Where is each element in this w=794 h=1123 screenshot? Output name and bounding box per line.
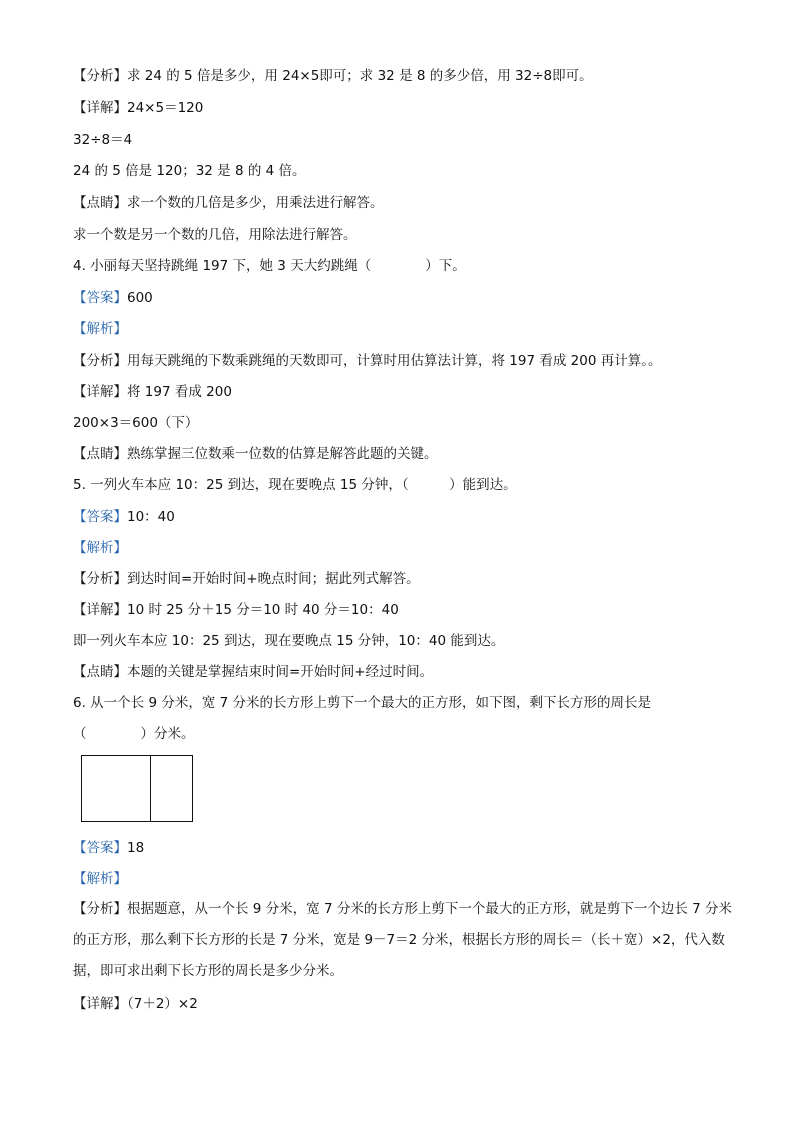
analysis-paragraph: 【分析】根据题意，从一个长 9 分米，宽 7 分米的长方形上剪下一个最大的正方形，就是剪下一个边长 7 分米的正方形，那么剩下长方形的长是 7 分米，宽是 9－7＝2 分米，根据长方形的周长＝（长＋宽）×2，代入数据，即可求出剩下长方形的周长是多少分米。 bbox=[73, 901, 733, 979]
text-line: 【点睛】求一个数的几倍是多少，用乘法进行解答。 bbox=[73, 195, 384, 211]
analysis-heading: 【解析】 bbox=[73, 540, 127, 556]
text-line: 24 的 5 倍是 120；32 是 8 的 4 倍。 bbox=[73, 163, 306, 179]
answer-line: 【答案】18 bbox=[73, 840, 145, 856]
text-line: 32÷8＝4 bbox=[73, 132, 133, 148]
text-line: 【详解】10 时 25 分＋15 分＝10 时 40 分＝10：40 bbox=[73, 602, 399, 618]
text-line: 【分析】到达时间=开始时间+晚点时间；据此列式解答。 bbox=[73, 571, 420, 587]
text-line: 【点睛】熟练掌握三位数乘一位数的估算是解答此题的关键。 bbox=[73, 446, 438, 462]
question-4: 4. 小丽每天坚持跳绳 197 下，她 3 天大约跳绳（ ）下。 bbox=[73, 258, 466, 274]
analysis-heading: 【解析】 bbox=[73, 871, 127, 887]
question-6: 6. 从一个长 9 分米，宽 7 分米的长方形上剪下一个最大的正方形，如下图，剩下长方形的周长是 bbox=[73, 695, 652, 711]
question-6-continuation: （ ）分米。 bbox=[73, 726, 195, 742]
text-line: 【分析】用每天跳绳的下数乘跳绳的天数即可，计算时用估算法计算，将 197 看成 200 再计算。。 bbox=[73, 353, 662, 369]
detail-line: 【详解】（7＋2）×2 bbox=[73, 996, 198, 1012]
text-line: 【详解】24×5＝120 bbox=[73, 100, 204, 116]
text-line: 【分析】求 24 的 5 倍是多少，用 24×5即可；求 32 是 8 的多少倍，用 32÷8即可。 bbox=[73, 68, 593, 84]
text-line: 求一个数是另一个数的几倍，用除法进行解答。 bbox=[73, 227, 357, 243]
text-line: 【点睛】本题的关键是掌握结束时间=开始时间+经过时间。 bbox=[73, 664, 434, 680]
text-line: 【详解】将 197 看成 200 bbox=[73, 384, 232, 400]
text-line: 即一列火车本应 10：25 到达，现在要晚点 15 分钟，10：40 能到达。 bbox=[73, 633, 505, 649]
answer-line: 【答案】600 bbox=[73, 290, 153, 306]
square-cut-line bbox=[150, 756, 151, 821]
text-line: 200×3＝600（下） bbox=[73, 415, 199, 431]
rectangle-figure bbox=[81, 755, 193, 822]
analysis-heading: 【解析】 bbox=[73, 321, 127, 337]
answer-line: 【答案】10：40 bbox=[73, 509, 175, 525]
question-5: 5. 一列火车本应 10：25 到达，现在要晚点 15 分钟，（ ）能到达。 bbox=[73, 477, 517, 493]
